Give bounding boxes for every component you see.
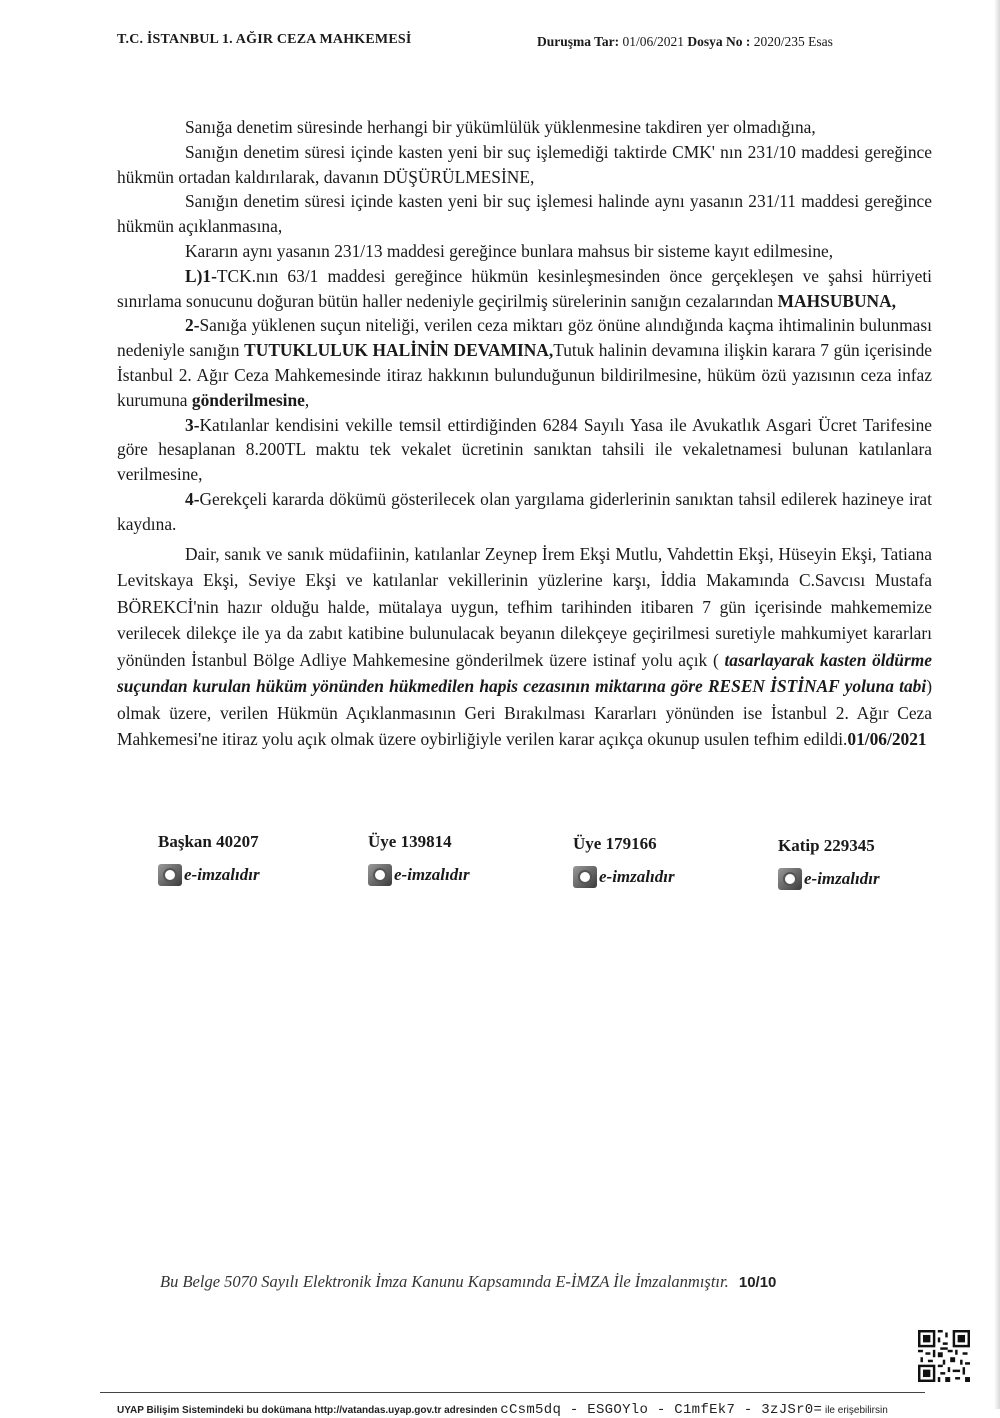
e-signature-label: e-imzalıdır: [184, 865, 260, 884]
paragraph-text: Katılanlar kendisini vekille temsil ettirdiğinden 6284 Sayılı Yasa ile Avukatlık Asgari Ücret Tarifesine göre hesaplanan 8.200TL maktu tek vekalet ücretinin sanıktan tahsili ile vekaletnamesi bulunan katılanlara verilmesine,: [117, 414, 932, 485]
signer-member-2: [573, 834, 675, 888]
e-signature-icon: [158, 864, 182, 886]
paragraph-text: Sanığa yüklenen suçun niteliği, verilen ceza miktarı göz önüne alındığında kaçma ihtimalinin bulunması nedeniyle sanığın: [117, 315, 932, 361]
signer-title: Başkan 40207: [158, 832, 259, 851]
notice-text: Bu Belge 5070 Sayılı Elektronik İmza Kanunu Kapsamında E-İMZA İle İmzalanmıştır.: [160, 1272, 729, 1291]
signer-chair: [158, 832, 260, 886]
signer-clerk: [778, 836, 880, 890]
item-number: L)1-: [185, 265, 217, 286]
uyap-access-line: [117, 1402, 977, 1418]
paragraph-7: [117, 413, 932, 487]
court-name: T.C. İSTANBUL 1. AĞIR CEZA MAHKEMESİ: [117, 32, 412, 47]
paragraph-6: [117, 313, 932, 412]
document-access-code: cCsm5dq - ESGOYlo - C1mfEk7 - 3zJSr0=: [500, 1402, 823, 1418]
decision-date: 01/06/2021: [847, 729, 927, 750]
e-signature-label: e-imzalıdır: [599, 867, 675, 886]
qr-code-icon: [918, 1330, 970, 1382]
footer-divider: [100, 1392, 925, 1393]
page-edge-shadow: [994, 0, 1000, 1409]
paragraph-text: ,: [304, 389, 310, 410]
hearing-info: [537, 34, 833, 50]
paragraph-text: Tutuk halinin devamına ilişkin karara 7 gün içerisinde İstanbul 2. Ağır Ceza Mahkemesinde itiraz hakkının bulunduğunun bildirilmesine, hüküm özü yazısının ceza infaz kurumuna: [117, 340, 932, 410]
file-no-label: Dosya No :: [687, 34, 751, 49]
paragraph-text: ) olmak üzere, verilen Hükmün Açıklanmasının Geri Bırakılması Kararları yönünden ise İstanbul 2. Ağır Ceza Mahkemesi'ne itiraz yolu açık olmak üzere oybirliğiyle verilen karar açıkça okunup usulen tefhim edildi.: [117, 676, 932, 750]
paragraph-text: Gerekçeli kararda dökümü gösterilecek olan yargılama giderlerinin sanıktan tahsil edilerek hazineye irat kaydına.: [117, 488, 932, 534]
paragraph-2: Sanığın denetim süresi içinde kasten yeni bir suç işlemediği taktirde CMK' nın 231/10 maddesi gereğince hükmün ortadan kaldırılarak, davanın DÜŞÜRÜLMESİNE,: [117, 141, 932, 187]
page-number: 10/10: [738, 1274, 777, 1291]
e-signature: [158, 864, 260, 886]
e-signature: [368, 864, 470, 886]
signature-block: [0, 832, 1000, 902]
e-signature-label: e-imzalıdır: [804, 869, 880, 888]
signer-title: Üye 179166: [573, 834, 657, 853]
e-signature-icon: [778, 868, 802, 890]
decision-body: [117, 115, 932, 753]
access-prefix: UYAP Bilişim Sistemindeki bu dokümana http://vatandas.uyap.gov.tr adresinden: [117, 1405, 498, 1416]
paragraph-bold: gönderilmesine: [191, 389, 305, 410]
hearing-date: 01/06/2021: [622, 34, 685, 49]
e-signature: [573, 866, 675, 888]
e-signature-icon: [368, 864, 392, 886]
signer-title: Üye 139814: [368, 832, 452, 851]
signer-title: Katip 229345: [778, 836, 875, 855]
item-number: 4-: [185, 488, 200, 509]
file-no: 2020/235 Esas: [753, 34, 833, 49]
item-number: 2-: [185, 315, 200, 336]
paragraph-text: Dair, sanık ve sanık müdafiinin, katılanlar Zeynep İrem Ekşi Mutlu, Vahdettin Ekşi, Hüseyin Ekşi, Tatiana Levitskaya Ekşi, Seviye Ekşi ve katılanlar vekillerinin yüzlerine karşı, İddia Makamında C.Savcısı Mustafa BÖREKCİ'nin hazır olduğu halde, mütalaya uygun, tefhim tarihinden itibaren 7 gün içerisinde mahkememize verilecek dilekçe ile ya da zabıt katibine bulunulacak beyanın dilekçeye geçirilmesi suretiyle mahkumiyet kararları yönünden İstanbul Bölge Adliye Mahkemesine gönderilmek üzere istinaf yolu açık (: [117, 543, 932, 670]
paragraph-bold: MAHSUBUNA,: [777, 290, 896, 311]
paragraph-3: Sanığın denetim süresi içinde kasten yeni bir suç işlemesi halinde aynı yasanın 231/11 maddesi gereğince hükmün açıklanmasına,: [117, 191, 932, 237]
e-signature-notice: [160, 1272, 940, 1292]
e-signature: [778, 868, 880, 890]
paragraph-4: Kararın aynı yasanın 231/13 maddesi gereğince bunlara mahsus bir sisteme kayıt edilmesine,: [185, 240, 834, 261]
item-number: 3-: [185, 414, 200, 435]
hearing-date-label: Duruşma Tar:: [537, 34, 620, 49]
paragraph-5: [117, 264, 932, 314]
e-signature-label: e-imzalıdır: [394, 865, 470, 884]
paragraph-text: TCK.nın 63/1 maddesi gereğince hükmün kesinleşmesinden önce gerçekleşen ve şahsi hürriyeti sınırlama sonucunu doğuran bütün haller nedeniyle geçirilmiş sürelerinin sanığın cezalarından: [117, 265, 932, 311]
paragraph-bold: TUTUKLULUK HALİNİN DEVAMINA,: [244, 340, 554, 361]
e-signature-icon: [573, 866, 597, 888]
paragraph-9: [117, 541, 932, 753]
access-suffix: ile erişebilirsin: [824, 1405, 888, 1416]
paragraph-8: [117, 487, 932, 537]
paragraph-bold-italic: tasarlayarak kasten öldürme suçundan kurulan hüküm yönünden hükmedilen hapis cezasının miktarına göre RESEN İSTİNAF yoluna tabi: [117, 649, 932, 697]
signer-member-1: [368, 832, 470, 886]
paragraph-1: Sanığa denetim süresinde herhangi bir yükümlülük yüklenmesine takdiren yer olmadığına,: [185, 117, 816, 137]
